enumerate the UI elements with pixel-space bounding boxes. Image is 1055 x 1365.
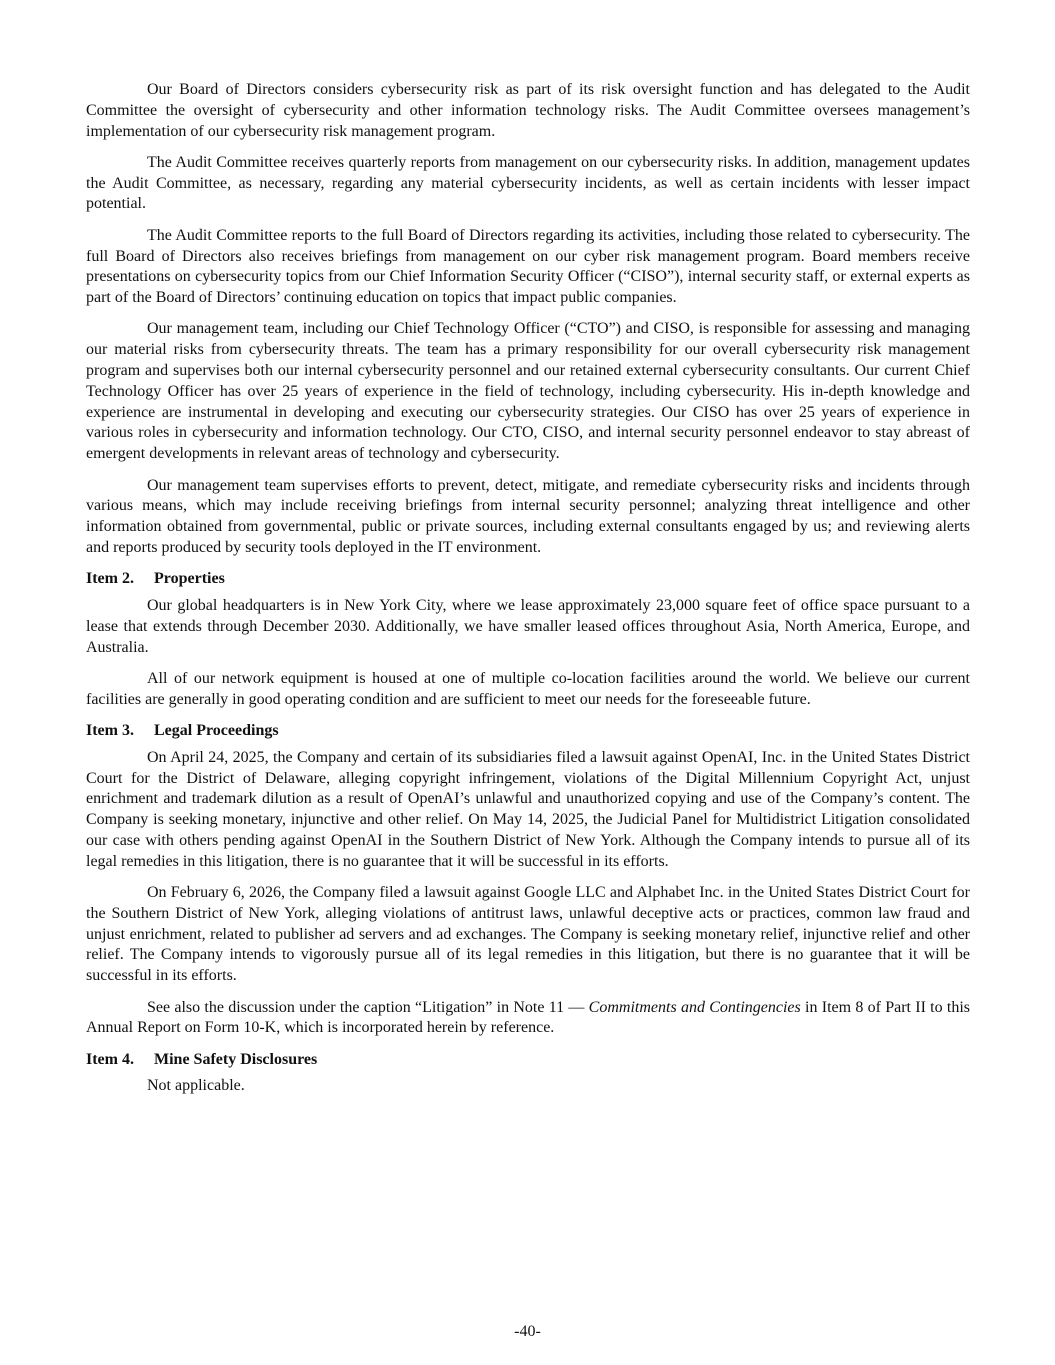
paragraph-headquarters: Our global headquarters is in New York City, where we lease approximately 23,000 square feet of office space pursuant to a lease that extends through December 2030. Additionally, we have smaller leased offices throughout Asia, North America, Europe, and Australia. — [86, 597, 970, 656]
paragraph-board-oversight: Our Board of Directors considers cybersecurity risk as part of its risk oversight function and has delegated to the Audit Committee the oversight of cybersecurity and other information technology risks. The Audit Committee oversees management’s implementation of our cybersecurity risk management program. — [86, 81, 970, 140]
see-also-text-end: in Item 8 of Part II to this Annual Report on Form 10-K, which is incorporated herein by reference. — [86, 998, 971, 1037]
paragraph-openai-lawsuit: On April 24, 2025, the Company and certain of its subsidiaries filed a lawsuit against OpenAI, Inc. in the United States District Court for the District of Delaware, alleging copyright infringement, violations of the Digital Millennium Copyright Act, unjust enrichment and trademark dilution as a result of OpenAI’s unlawful and unauthorized copying and use of the Company’s content. The Company is seeking monetary, injunctive and other relief. On May 14, 2025, the Judicial Panel for Multidistrict Litigation consolidated our case with others pending against OpenAI in the Southern District of New York. Although the Company intends to pursue all of its legal remedies in this litigation, there is no guarantee that it will be successful in its efforts. — [86, 748, 970, 870]
paragraph-google-lawsuit: On February 6, 2026, the Company filed a lawsuit against Google LLC and Alphabet Inc. in the United States District Court for the Southern District of New York, alleging violations of antitrust laws, unlawful deceptive acts or practices, common law fraud and unjust enrichment, related to publisher ad servers and ad exchanges. The Company is seeking monetary relief, injunctive relief and other relief. The Company intends to vigorously pursue all of its legal remedies in this litigation, but there is no guarantee that it will be successful in its efforts. — [86, 884, 970, 985]
item-number: Item 4. — [86, 1050, 134, 1068]
item-number: Item 3. — [86, 722, 134, 740]
paragraph-management-team: Our management team, including our Chief Technology Officer (“CTO”) and CISO, is responsible for assessing and managing our material risks from cybersecurity threats. The team has a primary responsibility for our overall cybersecurity risk management program and supervises both our internal cybersecurity personnel and our retained external cybersecurity consultants. Our current Chief Technology Officer has over 25 years of experience in the field of technology, including cybersecurity. His in-depth knowledge and experience are instrumental in developing and executing our cybersecurity strategies. Our CISO has over 25 years of experience in various roles in cybersecurity and information technology. Our CTO, CISO, and internal security personnel endeavor to stay abreast of emergent developments in relevant areas of technology and cybersecurity. — [86, 320, 970, 463]
paragraph-see-also — [86, 998, 970, 1040]
item-4-heading — [86, 1050, 970, 1071]
document-page — [86, 80, 970, 1108]
note-reference-italic: Commitments and Contingencies — [588, 998, 801, 1016]
item-title: Legal Proceedings — [154, 722, 279, 740]
paragraph-management-efforts: Our management team supervises efforts to prevent, detect, mitigate, and remediate cybersecurity risks and incidents through various means, which may include receiving briefings from internal security personnel; analyzing threat intelligence and other information obtained from governmental, public or private sources, including external consultants engaged by us; and reviewing alerts and reports produced by security tools deployed in the IT environment. — [86, 476, 970, 556]
paragraph-network-equipment: All of our network equipment is housed at one of multiple co-location facilities around the world. We believe our current facilities are generally in good operating condition and are sufficient to meet our needs for the foreseeable future. — [86, 669, 970, 708]
item-3-heading — [86, 721, 970, 742]
item-number: Item 2. — [86, 570, 134, 588]
paragraph-audit-reports: The Audit Committee receives quarterly reports from management on our cybersecurity risks. In addition, management updates the Audit Committee, as necessary, regarding any material cybersecurity incidents, as well as certain incidents with lesser impact potential. — [86, 153, 970, 213]
paragraph-not-applicable: Not applicable. — [147, 1077, 245, 1095]
item-title: Properties — [154, 570, 225, 588]
item-title: Mine Safety Disclosures — [154, 1050, 318, 1068]
see-also-text: See also the discussion under the caption “Litigation” in Note 11 — — [147, 998, 589, 1016]
paragraph-board-briefings: The Audit Committee reports to the full Board of Directors regarding its activities, including those related to cybersecurity. The full Board of Directors also receives briefings from management on our cyber risk management program. Board members receive presentations on cybersecurity topics from our Chief Information Security Officer (“CISO”), internal security staff, or external experts as part of the Board of Directors’ continuing education on topics that impact public companies. — [86, 226, 970, 307]
page-number: -40- — [514, 1323, 541, 1340]
item-2-heading — [86, 569, 970, 590]
